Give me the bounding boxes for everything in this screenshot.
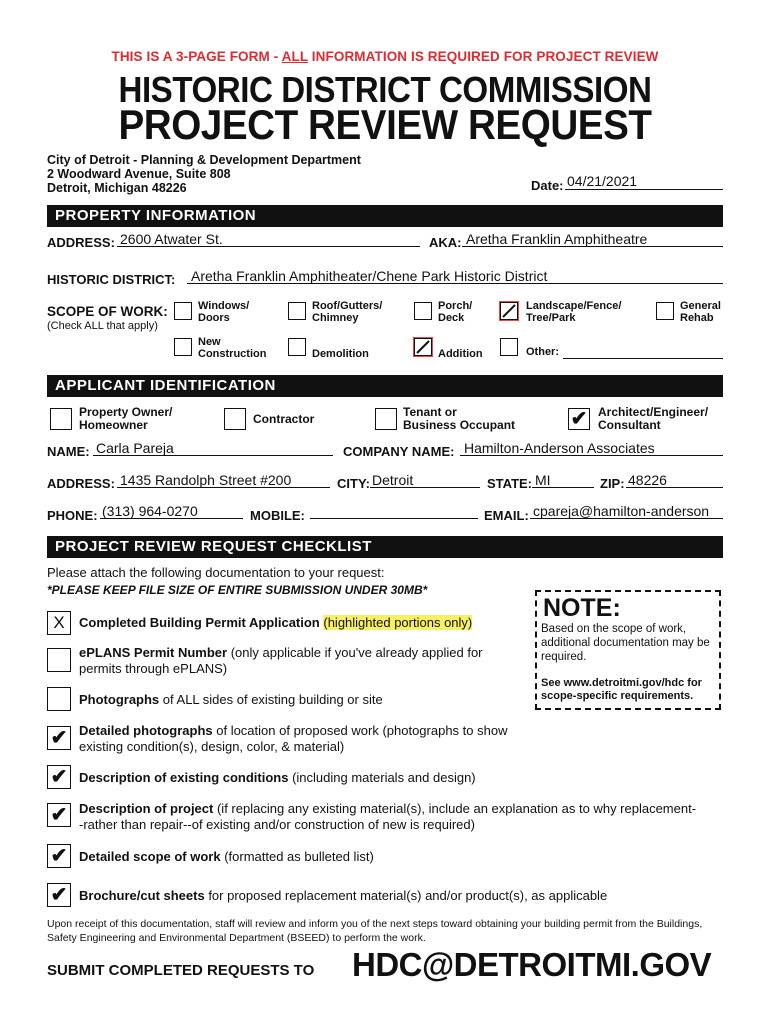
scope-landscape-checkbox[interactable]	[500, 302, 518, 320]
submit-email-link[interactable]: HDC@DETROITMI.GOV	[352, 946, 712, 983]
historic-district-field[interactable]: Aretha Franklin Amphitheater/Chene Park Historic District	[187, 268, 723, 284]
scope-other-field[interactable]	[563, 343, 723, 359]
city-label: CITY:	[337, 476, 370, 491]
note-box	[535, 590, 721, 710]
zip-field[interactable]: 48226	[626, 472, 723, 488]
scope-demolition-checkbox[interactable]	[288, 338, 306, 356]
scope-general-label: General Rehab	[680, 300, 721, 324]
scope-label: SCOPE OF WORK:	[47, 304, 168, 319]
date-field[interactable]: 04/21/2021	[565, 174, 723, 190]
footer-text: Upon receipt of this documentation, staff will review and inform you of the next steps toward obtaining your building permit from the Buildings, Safety Engineering and Environmental Department (BSEED) to perform the work.	[47, 918, 703, 944]
checklist-detailed-photos-text: Detailed photographs of location of proposed work (photographs to show existing condition(s), design, color, & material)	[79, 723, 508, 754]
scope-other-label: Other:	[526, 346, 559, 358]
email-field[interactable]: cpareja@hamilton-anderson	[530, 503, 723, 519]
applicant-owner-checkbox[interactable]	[50, 408, 72, 430]
note-body: Based on the scope of work, additional documentation may be required.	[541, 623, 710, 663]
date-label: Date:	[531, 178, 564, 193]
email-label: EMAIL:	[484, 508, 529, 523]
department-address: City of Detroit - Planning & Development Department 2 Woodward Avenue, Suite 808 Detroit, Michigan 48226	[47, 153, 361, 195]
company-name-field[interactable]: Hamilton-Anderson Associates	[460, 440, 723, 456]
state-field[interactable]: MI	[532, 472, 594, 488]
phone-label: PHONE:	[47, 508, 98, 523]
company-name-label: COMPANY NAME:	[343, 444, 455, 459]
check-slash-icon	[415, 339, 431, 355]
historic-district-label: HISTORIC DISTRICT:	[47, 272, 176, 287]
scope-other-checkbox[interactable]	[500, 338, 518, 356]
scope-addition-label: Addition	[438, 348, 483, 360]
applicant-address-label: ADDRESS:	[47, 476, 115, 491]
scope-windows-label: Windows/ Doors	[198, 300, 250, 324]
submit-label: SUBMIT COMPLETED REQUESTS TO	[47, 962, 315, 979]
applicant-tenant-checkbox[interactable]	[375, 408, 397, 430]
required-banner: THIS IS A 3-PAGE FORM - ALL INFORMATION IS REQUIRED FOR PROJECT REVIEW	[111, 49, 659, 64]
scope-landscape-label: Landscape/Fence/ Tree/Park	[526, 300, 622, 324]
checklist-eplans-checkbox[interactable]	[47, 648, 71, 672]
file-size-warning: *PLEASE KEEP FILE SIZE OF ENTIRE SUBMISSION UNDER 30MB*	[47, 583, 428, 597]
scope-windows-checkbox[interactable]	[174, 302, 192, 320]
checklist-scope-of-work-text: Detailed scope of work (formatted as bulleted list)	[79, 849, 374, 864]
checklist-intro: Please attach the following documentation to your request:	[47, 565, 385, 580]
scope-addition-checkbox[interactable]	[414, 338, 432, 356]
property-section-header: PROPERTY INFORMATION	[47, 205, 723, 227]
aka-label: AKA:	[429, 235, 462, 250]
checklist-permit-checkbox[interactable]: X	[47, 611, 71, 635]
checklist-photographs-text: Photographs of ALL sides of existing building or site	[79, 692, 383, 707]
checklist-existing-conditions-text: Description of existing conditions (including materials and design)	[79, 770, 476, 785]
scope-porch-label: Porch/ Deck	[438, 300, 473, 324]
note-link: See www.detroitmi.gov/hdc for scope-specific requirements.	[541, 677, 702, 702]
title-commission: HISTORIC DISTRICT COMMISSION	[118, 69, 652, 110]
scope-porch-checkbox[interactable]	[414, 302, 432, 320]
scope-roof-label: Roof/Gutters/ Chimney	[312, 300, 383, 324]
applicant-architect-checkbox[interactable]: ✔	[568, 408, 590, 430]
phone-field[interactable]: (313) 964-0270	[100, 503, 243, 519]
city-field[interactable]: Detroit	[370, 472, 480, 488]
applicant-address-field[interactable]: 1435 Randolph Street #200	[117, 472, 330, 488]
checklist-project-description-checkbox[interactable]: ✔	[47, 803, 71, 827]
scope-roof-checkbox[interactable]	[288, 302, 306, 320]
scope-new-construction-checkbox[interactable]	[174, 338, 192, 356]
state-label: STATE:	[487, 476, 533, 491]
applicant-name-field[interactable]: Carla Pareja	[93, 440, 333, 456]
mobile-label: MOBILE:	[250, 508, 305, 523]
applicant-name-label: NAME:	[47, 444, 90, 459]
checklist-permit-text: Completed Building Permit Application (highlighted portions only)	[79, 615, 473, 630]
scope-hint: (Check ALL that apply)	[47, 320, 158, 332]
checklist-brochure-text: Brochure/cut sheets for proposed replacement material(s) and/or product(s), as applicable	[79, 888, 608, 903]
applicant-owner-label: Property Owner/ Homeowner	[79, 405, 173, 432]
checklist-detailed-photos-checkbox[interactable]: ✔	[47, 726, 71, 750]
scope-new-construction-label: New Construction	[198, 336, 267, 360]
applicant-section-header: APPLICANT IDENTIFICATION	[47, 375, 723, 397]
check-slash-icon	[501, 303, 517, 319]
note-title: NOTE:	[543, 594, 621, 622]
mobile-field[interactable]	[310, 503, 478, 519]
scope-demolition-label: Demolition	[312, 348, 369, 360]
address-label: ADDRESS:	[47, 235, 115, 250]
address-field[interactable]: 2600 Atwater St.	[117, 231, 420, 247]
zip-label: ZIP:	[600, 476, 625, 491]
checklist-section-header: PROJECT REVIEW REQUEST CHECKLIST	[47, 536, 723, 558]
applicant-architect-label: Architect/Engineer/ Consultant	[598, 405, 709, 432]
checklist-scope-of-work-checkbox[interactable]: ✔	[47, 844, 71, 868]
applicant-tenant-label: Tenant or Business Occupant	[403, 405, 516, 432]
applicant-contractor-label: Contractor	[253, 412, 315, 426]
applicant-contractor-checkbox[interactable]	[224, 408, 246, 430]
checklist-project-description-text: Description of project (if replacing any existing material(s), include an explanation as to why replacement--rather than repair--of existing and/or construction of new is required)	[79, 801, 697, 832]
aka-field[interactable]: Aretha Franklin Amphitheatre	[462, 231, 723, 247]
checklist-eplans-text: ePLANS Permit Number (only applicable if you've already applied for permits through ePLANS)	[79, 645, 483, 676]
checklist-photographs-checkbox[interactable]	[47, 687, 71, 711]
title-request: PROJECT REVIEW REQUEST	[118, 101, 652, 148]
scope-general-checkbox[interactable]	[656, 302, 674, 320]
checklist-brochure-checkbox[interactable]: ✔	[47, 883, 71, 907]
checklist-existing-conditions-checkbox[interactable]: ✔	[47, 765, 71, 789]
